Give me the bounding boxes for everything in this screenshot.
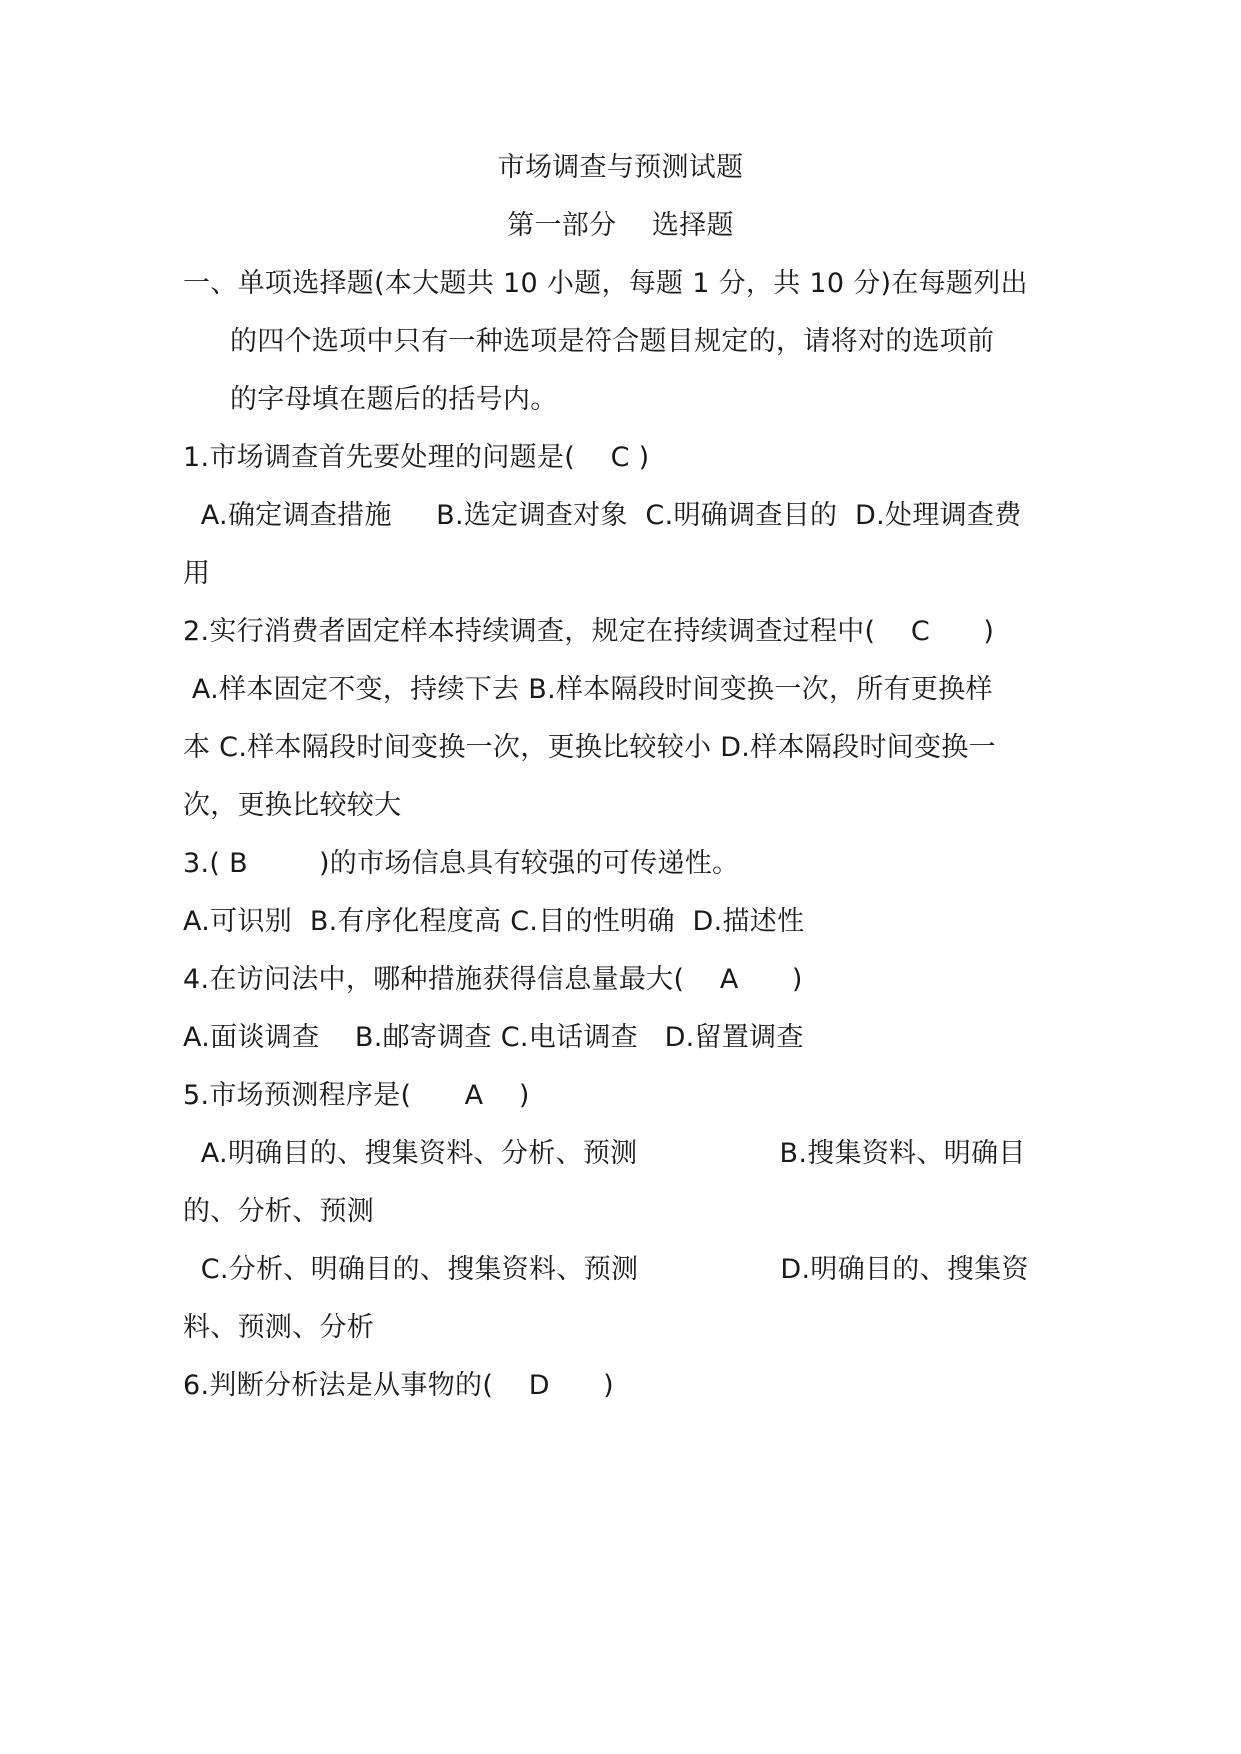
- question-options: A.面谈调查 B.邮寄调查 C.电话调查 D.留置调查: [183, 1022, 804, 1053]
- question-stem: 4.在访问法中，哪种措施获得信息量最大( A ): [183, 964, 803, 995]
- question-options: 的、分析、预测: [183, 1196, 375, 1227]
- document-title: 市场调查与预测试题: [497, 152, 744, 183]
- question-options: A.可识别 B.有序化程度高 C.目的性明确 D.描述性: [183, 906, 805, 937]
- part-heading: 第一部分 选择题: [507, 210, 734, 241]
- section-instruction-line: 一、单项选择题(本大题共 10 小题，每题 1 分，共 10 分)在每题列出: [183, 268, 1028, 299]
- question-options: 用: [183, 558, 211, 589]
- question-options: 本 C.样本隔段时间变换一次，更换比较较小 D.样本隔段时间变换一: [183, 732, 996, 763]
- question-options: A.确定调查措施 B.选定调查对象 C.明确调查目的 D.处理调查费: [183, 500, 1022, 531]
- section-instruction-line: 的四个选项中只有一种选项是符合题目规定的，请将对的选项前: [230, 326, 995, 357]
- question-stem: 5.市场预测程序是( A ): [183, 1080, 530, 1111]
- question-stem: 3.( B )的市场信息具有较强的可传递性。: [183, 848, 740, 879]
- section-instruction-line: 的字母填在题后的括号内。: [230, 384, 558, 415]
- question-options: A.样本固定不变，持续下去 B.样本隔段时间变换一次，所有更换样: [183, 674, 993, 705]
- question-options: C.分析、明确目的、搜集资料、预测 D.明确目的、搜集资: [183, 1254, 1029, 1285]
- question-options: 料、预测、分析: [183, 1312, 375, 1343]
- question-stem: 6.判断分析法是从事物的( D ): [183, 1370, 614, 1401]
- question-stem: 1.市场调查首先要处理的问题是( C ): [183, 442, 650, 473]
- question-options: A.明确目的、搜集资料、分析、预测 B.搜集资料、明确目: [183, 1138, 1026, 1169]
- question-options: 次，更换比较较大: [183, 790, 402, 821]
- question-stem: 2.实行消费者固定样本持续调查，规定在持续调查过程中( C ): [183, 616, 995, 647]
